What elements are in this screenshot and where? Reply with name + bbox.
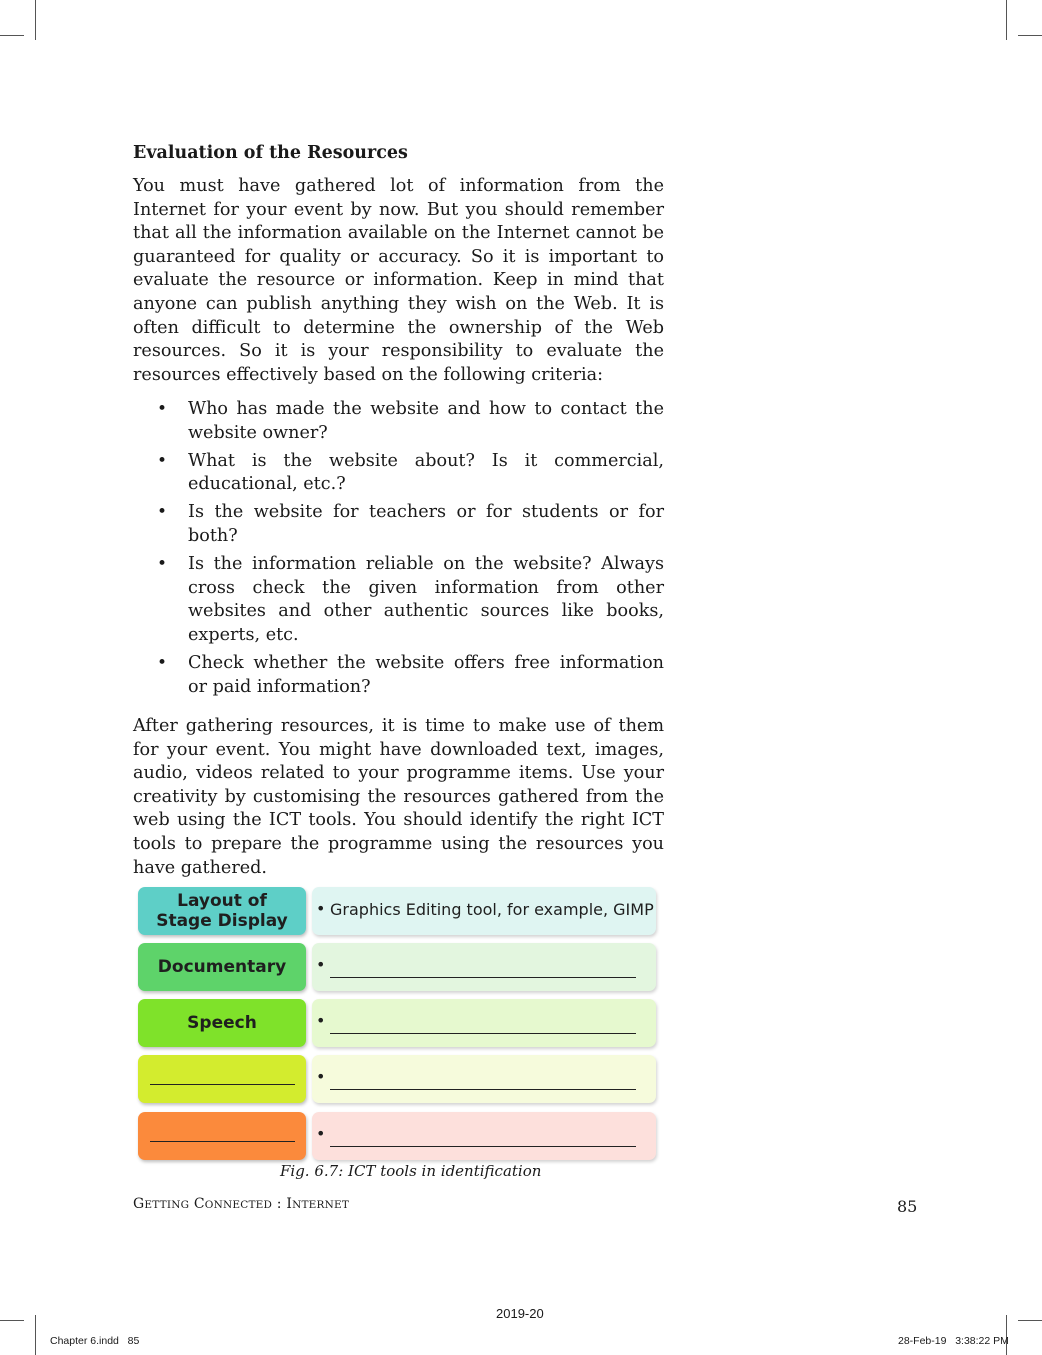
blank-label-line — [150, 1084, 295, 1085]
blank-answer-line — [330, 1146, 636, 1147]
crop-mark — [35, 0, 36, 40]
row-cell — [312, 999, 656, 1047]
footer-title-part: G — [133, 1196, 145, 1212]
row-tag — [138, 999, 306, 1047]
row-cell — [312, 1112, 656, 1160]
figure-row — [138, 1112, 658, 1160]
figure-row — [138, 887, 658, 935]
figure-row — [138, 943, 658, 991]
list-item-text: Check whether the website offers free information or paid information? — [188, 652, 664, 697]
blank-answer-line — [330, 1089, 636, 1090]
footer-title-part: : — [272, 1196, 287, 1212]
crop-mark — [1018, 1320, 1042, 1321]
list-item-text: Is the information reliable on the website? Always cross check the given information from other websites and other authentic sources like books, experts, etc. — [188, 554, 664, 645]
bullet-icon: • — [316, 955, 326, 974]
row-cell-text: Graphics Editing tool, for example, GIMP — [330, 900, 654, 919]
figure-row — [138, 999, 658, 1047]
crop-mark — [35, 1315, 36, 1355]
bullet-icon: • — [157, 450, 168, 471]
bullet-icon: • — [157, 399, 168, 419]
list-item — [133, 652, 664, 699]
section-heading: Evaluation of the Resources — [133, 143, 408, 163]
bullet-icon: • — [316, 1067, 326, 1086]
page-number: 85 — [897, 1197, 918, 1216]
row-tag-label: Documentary — [157, 957, 287, 977]
bullet-icon: • — [316, 1011, 326, 1030]
running-footer-title — [133, 1196, 349, 1212]
year-label: 2019-20 — [496, 1306, 544, 1321]
footer-title-part: ETTING — [144, 1199, 190, 1211]
criteria-list — [133, 398, 664, 704]
bullet-icon: • — [316, 1124, 326, 1143]
print-slug-date: 28-Feb-19 3:38:22 PM — [898, 1335, 1009, 1347]
crop-mark — [0, 35, 24, 36]
list-item — [133, 553, 664, 647]
bullet-icon: • — [316, 899, 326, 918]
gathering-paragraph: After gathering resources, it is time to make use of them for your event. You might have downloaded text, images, audio, videos related to your programme items. Use your creativity by customising the resources gathered from the web using the ICT tools. You should identify the right ICT tools to prepare the programme using the resources you have gathered. — [133, 716, 664, 878]
footer-title-part: ONNECTED — [204, 1199, 273, 1211]
blank-answer-line — [330, 977, 636, 978]
footer-title-part: NTERNET — [292, 1199, 350, 1211]
row-cell — [312, 1055, 656, 1103]
row-cell — [312, 943, 656, 991]
print-slug-file: Chapter 6.indd 85 — [50, 1335, 140, 1347]
bullet-icon: • — [157, 502, 168, 523]
list-item-text: Who has made the website and how to contact the website owner? — [188, 399, 664, 443]
row-tag — [138, 887, 306, 935]
crop-mark — [1006, 0, 1007, 40]
bullet-icon: • — [157, 554, 168, 575]
list-item-text: Is the website for teachers or for students or for both? — [188, 502, 664, 546]
row-tag-label: Speech — [187, 1013, 257, 1033]
list-item — [133, 450, 664, 497]
bullet-icon: • — [157, 652, 168, 673]
row-tag-label: Layout of Stage Display — [156, 891, 288, 931]
blank-answer-line — [330, 1033, 636, 1034]
row-tag — [138, 943, 306, 991]
figure-row — [138, 1055, 658, 1103]
row-cell — [312, 887, 656, 935]
footer-title-part: I — [286, 1196, 293, 1212]
row-tag — [138, 1055, 306, 1103]
figure-caption: Fig. 6.7: ICT tools in identification — [280, 1162, 542, 1180]
blank-label-line — [150, 1141, 295, 1142]
list-item — [133, 398, 664, 445]
crop-mark — [1018, 35, 1042, 36]
list-item-text: What is the website about? Is it commercial, educational, etc.? — [188, 450, 664, 495]
intro-paragraph: You must have gathered lot of information from the Internet for your event by now. But you should remember that all the information available on the Internet cannot be guaranteed for quality or accuracy. So it is important to evaluate the resource or information. Keep in mind that anyone can publish anything they wish on the Web. It is often difficult to determine the ownership of the Web resources. So it is your responsibility to evaluate the resources effectively based on the following criteria: — [133, 176, 664, 385]
crop-mark — [0, 1320, 24, 1321]
list-item — [133, 501, 664, 548]
footer-title-part: C — [193, 1196, 205, 1212]
row-tag — [138, 1112, 306, 1160]
